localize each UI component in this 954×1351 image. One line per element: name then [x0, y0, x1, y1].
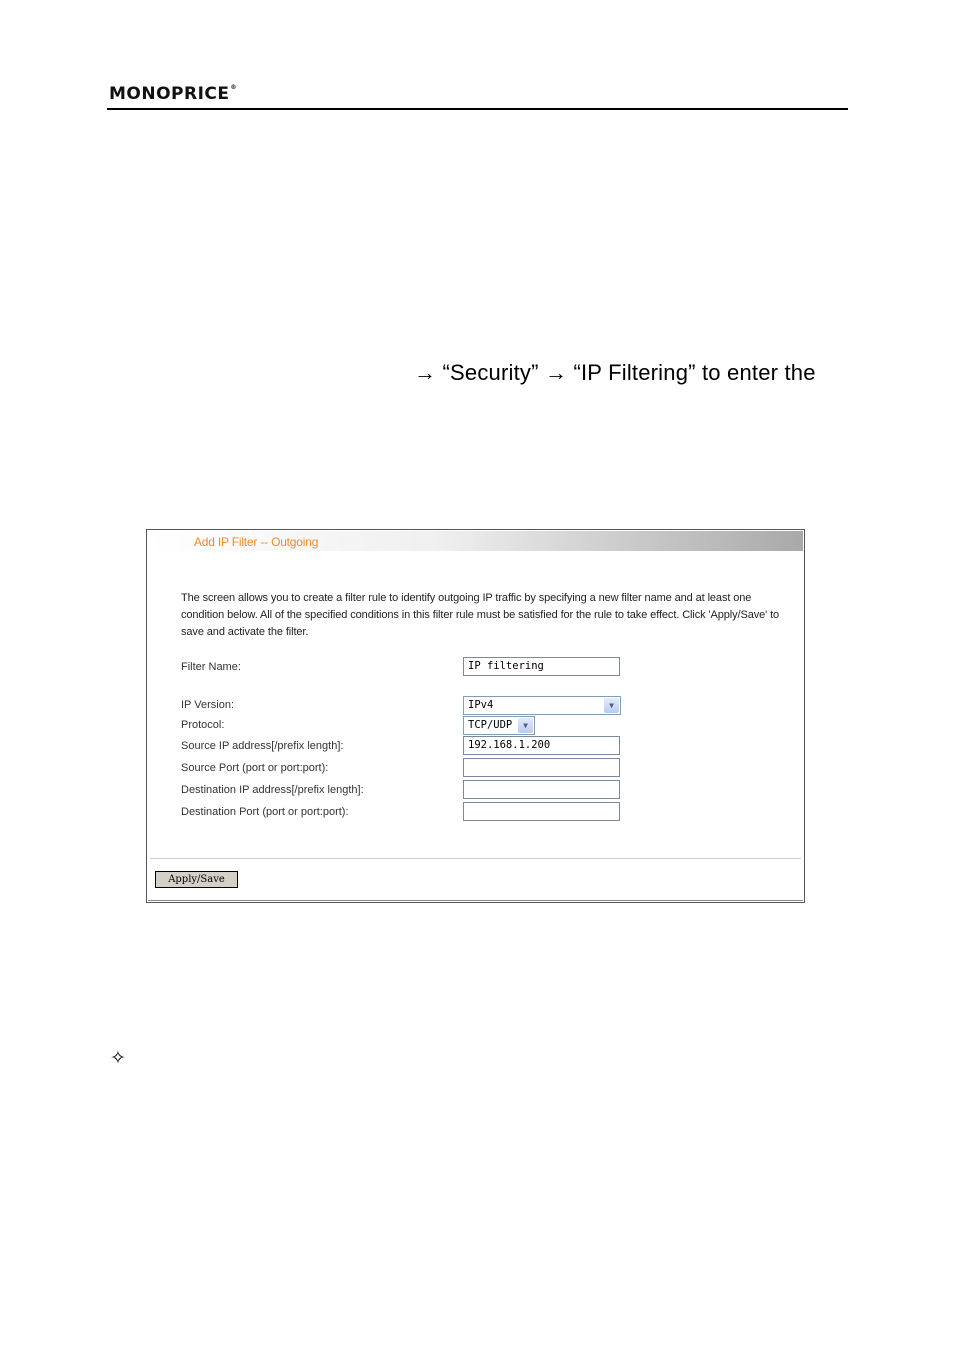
add-ip-filter-screenshot — [146, 529, 805, 903]
screenshot-title: Add IP Filter -- Outgoing — [194, 535, 319, 549]
ip-version-select[interactable] — [463, 696, 621, 715]
protocol-select[interactable] — [463, 716, 535, 735]
monoprice-logo — [109, 84, 237, 104]
protocol-value: TCP/UDP — [468, 719, 513, 731]
ip-version-value: IPv4 — [468, 699, 494, 711]
chevron-down-icon[interactable]: ▼ — [518, 718, 533, 733]
form-divider — [150, 858, 801, 859]
protocol-label: Protocol: — [181, 719, 225, 731]
dest-port-label: Destination Port (port or port:port): — [181, 806, 349, 818]
header-rule — [107, 108, 848, 110]
chevron-down-icon[interactable]: ▼ — [604, 698, 619, 713]
filter-name-input[interactable]: IP filtering — [463, 657, 620, 676]
logo-text: MONOPRICE — [109, 84, 230, 104]
screenshot-bottom-border — [148, 900, 803, 901]
apply-save-button[interactable]: Apply/Save — [155, 871, 238, 888]
dest-port-input[interactable] — [463, 802, 620, 821]
dest-ip-label: Destination IP address[/prefix length]: — [181, 784, 364, 796]
filter-name-label: Filter Name: — [181, 661, 241, 673]
dest-ip-input[interactable] — [463, 780, 620, 799]
source-port-input[interactable] — [463, 758, 620, 777]
registered-mark: ® — [230, 84, 238, 91]
nav-instruction-text: → “Security” → “IP Filtering” to enter the — [414, 360, 816, 385]
ip-version-label: IP Version: — [181, 699, 234, 711]
source-ip-input[interactable]: 192.168.1.200 — [463, 736, 620, 755]
source-port-label: Source Port (port or port:port): — [181, 762, 329, 774]
source-ip-label: Source IP address[/prefix length]: — [181, 740, 344, 752]
filter-description: The screen allows you to create a filter rule to identify outgoing IP traffic by specifying a new filter name and at least one condition below. All of the specified conditions in this filter rule must be satisfied for the rule to take effect. Click 'Apply/Save' to save and activate the filter. — [181, 592, 780, 638]
four-point-star-icon: ✧ — [110, 1047, 126, 1069]
screenshot-header-bar — [148, 531, 803, 551]
